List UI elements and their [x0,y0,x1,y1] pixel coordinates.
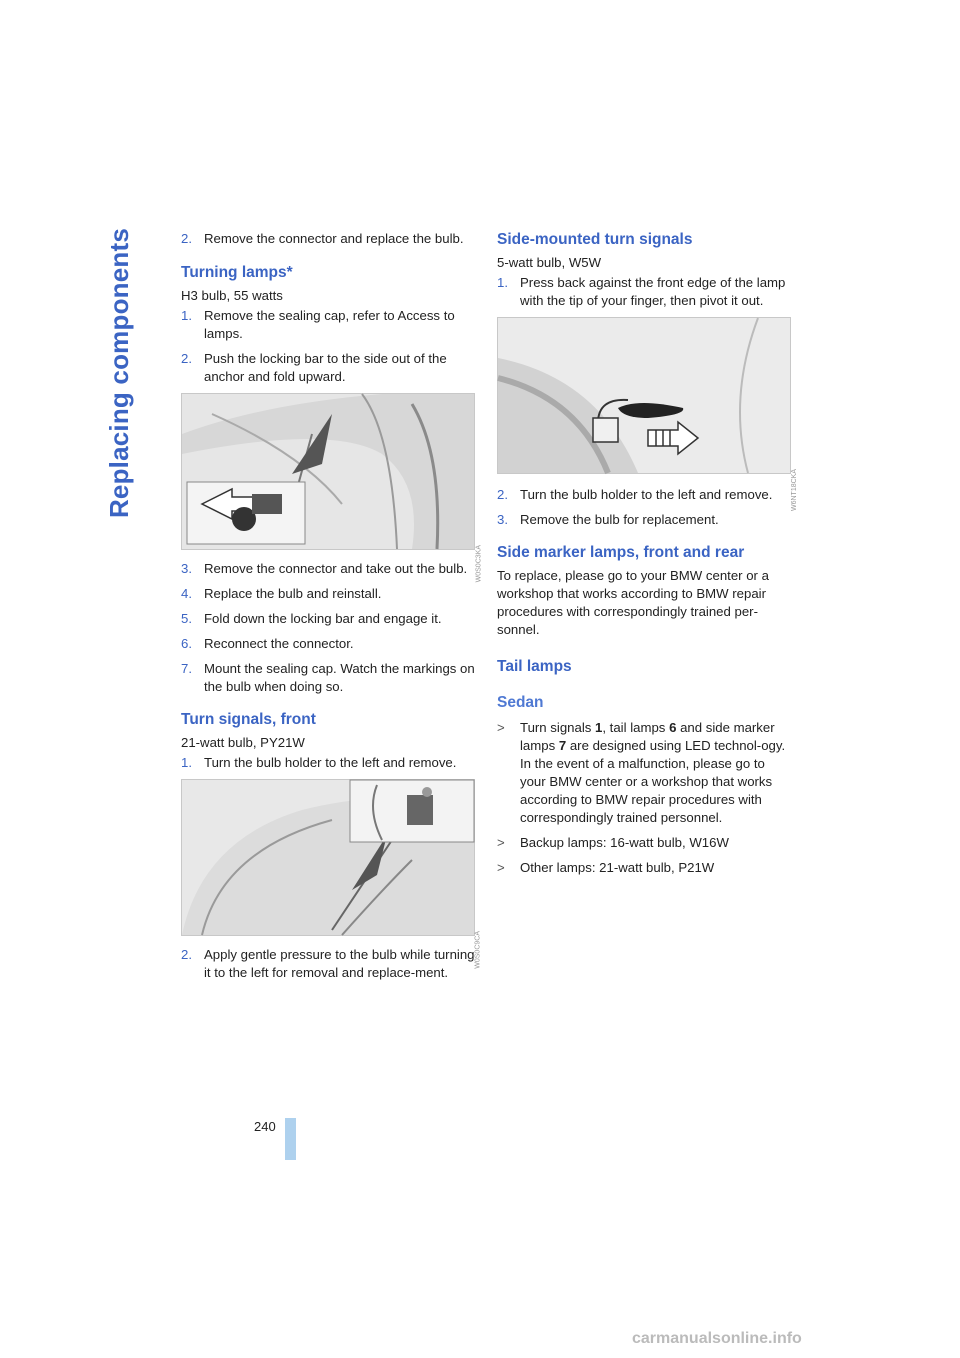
list-item: 3. Remove the connector and take out the bulb. [181,561,468,576]
figure-code: W0S0C9CA [475,931,482,969]
section-title: Replacing components [104,228,134,519]
turn-signals-front-bulb: 21-watt bulb, PY21W [181,735,305,750]
side-signal-steps [497,274,792,310]
turning-steps [181,307,476,386]
watermark: carmanualsonline.info [632,1330,802,1347]
list-item: 1. Turn the bulb holder to the left and remove. [181,755,457,770]
list-item: 1. Press back against the front edge of the lamp with the tip of your finger, then pivot it out. [497,275,786,308]
page-number: 240 [254,1119,276,1134]
step-list-continued [181,230,476,248]
side-marker-text: To replace, please go to your BMW center or a workshop that works according to BMW repair procedures with correspondingly trained per-sonnel. [497,568,769,637]
turning-lamps-heading: Turning lamps* [181,264,293,281]
page-marker-bar [285,1118,296,1160]
list-item: 1. Remove the sealing cap, refer to Access to lamps. [181,308,455,341]
list-item: 2. Push the locking bar to the side out of the anchor and fold upward. [181,351,447,384]
turn-signals-front-heading: Turn signals, front [181,711,316,728]
turning-lamps-bulb: H3 bulb, 55 watts [181,288,283,303]
side-turn-signals-bulb: 5-watt bulb, W5W [497,255,602,270]
figure-code: W0S0C3KA [475,545,482,583]
right-column [497,230,798,884]
list-item: > Turn signals 1, tail lamps 6 and side marker lamps 7 are designed using LED technol-ogy. In the event of a malfunction, please go to your BMW center or a workshop that works according to BMW repair procedures with correspondingly trained personnel. [497,720,786,825]
list-item: 2. Remove the connector and replace the bulb. [181,231,464,246]
list-item: > Other lamps: 21-watt bulb, P21W [497,860,715,875]
sedan-subheading: Sedan [497,694,544,711]
tail-lamps-heading: Tail lamps [497,658,572,675]
side-signal-steps-continued [497,486,792,529]
left-column [181,230,482,989]
list-item: 7. Mount the sealing cap. Watch the markings on the bulb when doing so. [181,661,475,694]
engine-bay-illustration [182,394,474,549]
list-item: 3. Remove the bulb for replacement. [497,512,719,527]
turning-steps-continued [181,560,476,696]
side-marker-heading: Side marker lamps, front and rear [497,544,745,561]
tail-lamps-list [497,719,792,877]
side-turn-signals-heading: Side-mounted turn signals [497,231,693,248]
front-signal-steps [181,754,476,772]
list-item: 5. Fold down the locking bar and engage it. [181,611,442,626]
front-signal-steps-continued [181,946,476,982]
list-item: 6. Reconnect the connector. [181,636,354,651]
front-corner-illustration [182,780,474,935]
side-signal-illustration [498,318,790,473]
list-item: 2. Apply gentle pressure to the bulb while turning it to the left for removal and replace-ment. [181,947,475,980]
list-item: 2. Turn the bulb holder to the left and remove. [497,487,773,502]
list-item: 4. Replace the bulb and reinstall. [181,586,382,601]
figure-code: W6NT18CKA [791,469,798,512]
list-item: > Backup lamps: 16-watt bulb, W16W [497,835,729,850]
